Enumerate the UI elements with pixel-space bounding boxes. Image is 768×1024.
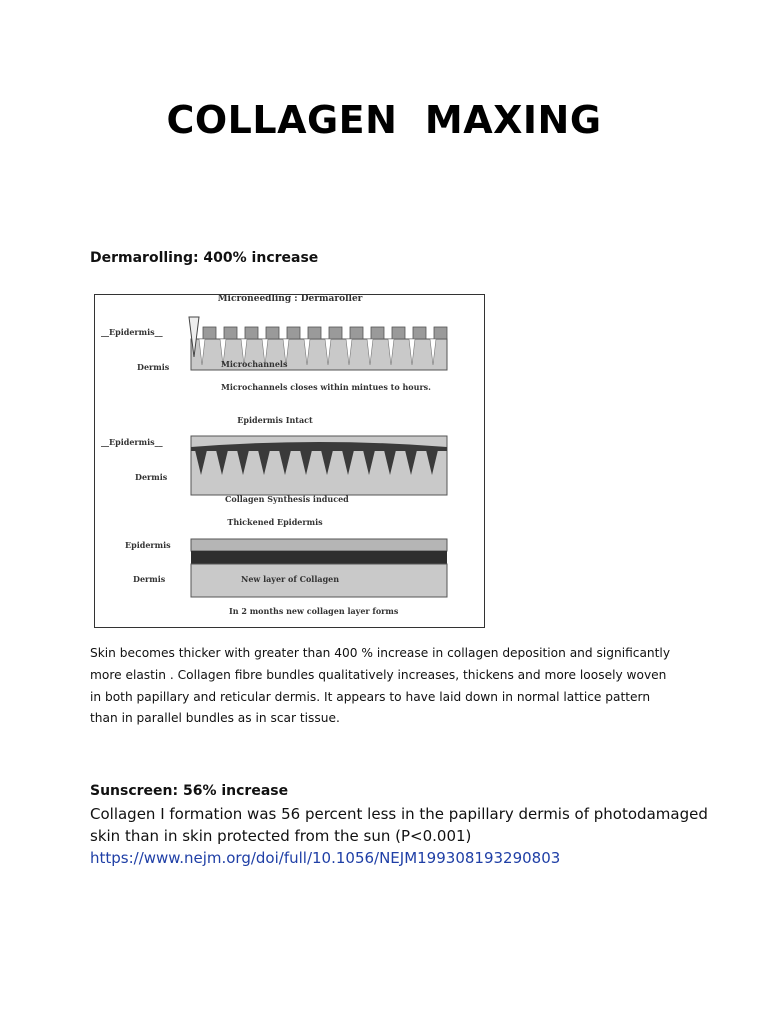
epidermis-block xyxy=(350,327,363,339)
panel1-caption-top: Microneedling : Dermaroller xyxy=(217,295,363,304)
epidermis-block xyxy=(224,327,237,339)
panel2-caption-top: Epidermis Intact xyxy=(237,415,313,425)
epidermis-block xyxy=(329,327,342,339)
section-heading-dermarolling: Dermarolling: 400% increase xyxy=(90,250,319,266)
panel3-caption-top: Thickened Epidermis xyxy=(227,517,323,527)
epidermis-block xyxy=(287,327,300,339)
body-line: Collagen I formation was 56 percent less in the papillary dermis of photodamaged xyxy=(90,805,708,823)
paragraph-line: more elastin . Collagen fibre bundles qualitatively increases, thickens and more loosely woven xyxy=(90,667,667,682)
paragraph-line: Skin becomes thicker with greater than 400 % increase in collagen deposition and significantly xyxy=(90,646,671,660)
dermaroller-figure xyxy=(94,294,485,628)
page-title: COLLAGEN MAXING xyxy=(166,98,602,142)
epidermis-block xyxy=(203,327,216,339)
panel3-caption-bottom: In 2 months new collagen layer forms xyxy=(229,606,399,616)
panel3-dermis-label: Dermis xyxy=(133,574,166,584)
panel1-caption-bottom: Microchannels closes within mintues to hours. xyxy=(221,382,431,392)
epidermis-block xyxy=(266,327,279,339)
epidermis-block xyxy=(434,327,447,339)
panel3-epidermis-layer xyxy=(191,539,447,551)
panel2-dermis-label: Dermis xyxy=(135,472,168,482)
sunscreen-body xyxy=(90,803,720,847)
paragraph-line: in both papillary and reticular dermis. It appears to have laid down in normal lattice pattern xyxy=(90,689,651,704)
panel2-epidermis-label: __Epidermis__ xyxy=(101,437,163,447)
panel3-collagen-layer xyxy=(191,551,447,564)
paragraph-line: than in parallel bundles as in scar tissue. xyxy=(90,711,340,726)
section-heading-sunscreen: Sunscreen: 56% increase xyxy=(90,783,289,799)
body-line: skin than in skin protected from the sun (P<0.001) xyxy=(90,827,472,845)
dermarolling-paragraph xyxy=(90,643,690,730)
nejm-reference-link[interactable]: https://www.nejm.org/doi/full/10.1056/NEJM199308193290803 xyxy=(90,849,561,867)
panel2-caption-bottom: Collagen Synthesis induced xyxy=(225,494,349,504)
panel1-dermis-label: Dermis xyxy=(137,362,170,372)
panel3-epidermis-label: Epidermis xyxy=(125,540,171,550)
figure-illustration xyxy=(95,295,484,627)
panel1-epidermis-label: __Epidermis__ xyxy=(101,327,163,337)
epidermis-block xyxy=(413,327,426,339)
panel1-inner-label: Microchannels xyxy=(221,359,288,369)
epidermis-block xyxy=(392,327,405,339)
epidermis-block xyxy=(371,327,384,339)
epidermis-block xyxy=(245,327,258,339)
epidermis-block xyxy=(308,327,321,339)
panel3-inner-label: New layer of Collagen xyxy=(241,574,340,584)
